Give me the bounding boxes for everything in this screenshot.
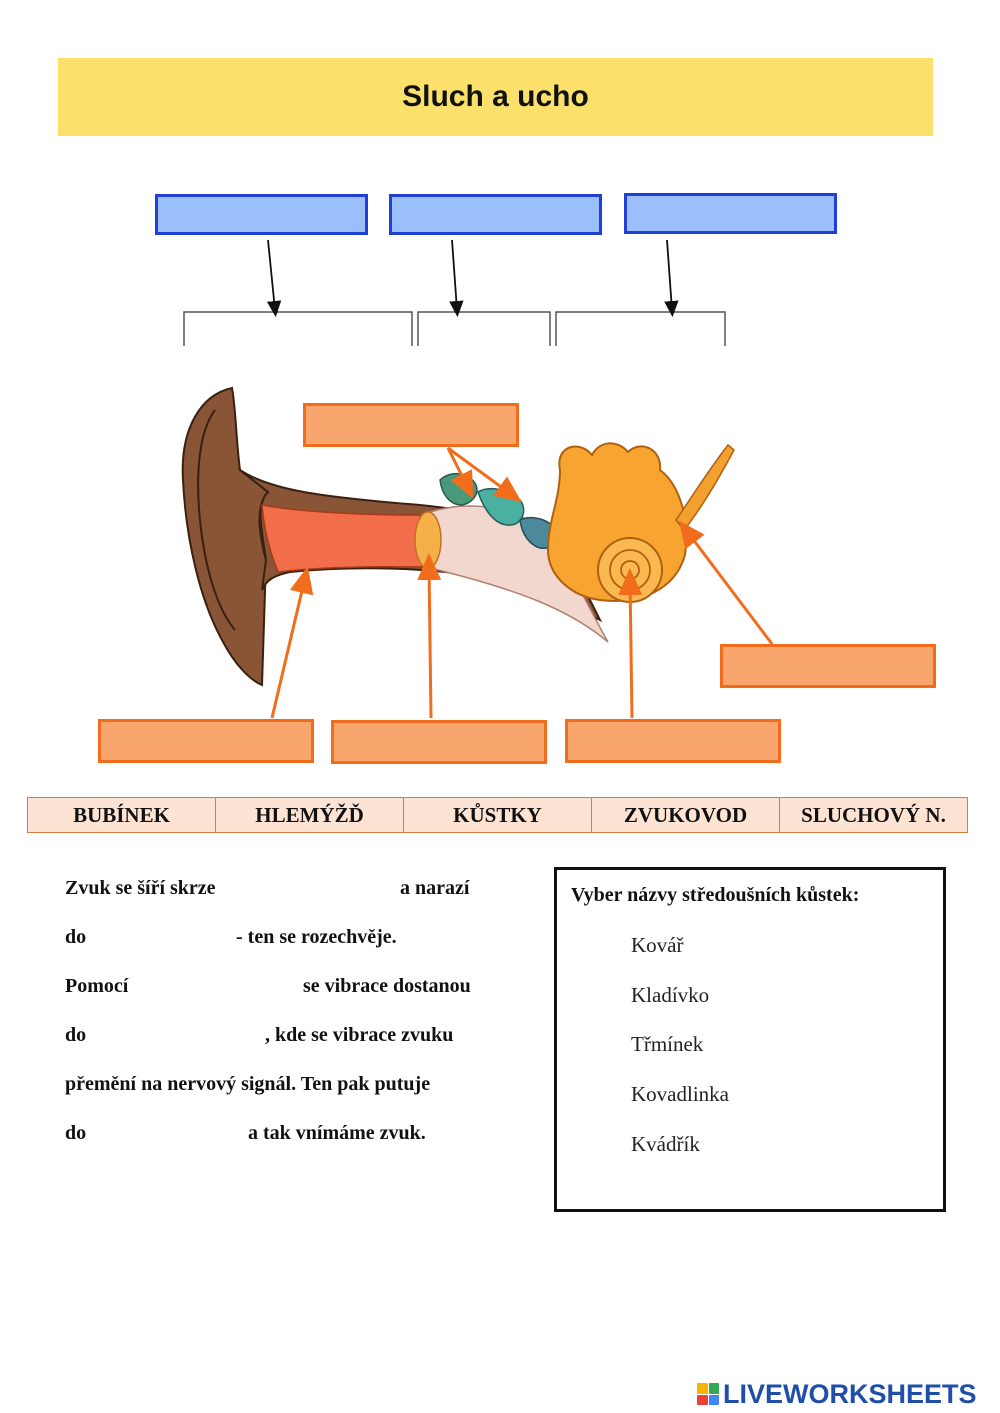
- section-arrows: [268, 240, 672, 310]
- text-fragment: do: [65, 926, 87, 948]
- quiz-title: Vyber názvy středoušních kůstek:: [571, 884, 860, 906]
- text-fragment: a narazí: [400, 877, 470, 899]
- text-fragment: a tak vnímáme zvuk.: [248, 1122, 426, 1144]
- logo-text: LIVEWORKSHEETS: [723, 1378, 977, 1409]
- text-fragment: se vibrace dostanou: [303, 975, 471, 997]
- page-title: Sluch a ucho: [402, 80, 589, 113]
- text-fragment: přemění na nervový signál. Ten pak putuje: [65, 1073, 431, 1095]
- quiz-option[interactable]: Kovář: [631, 933, 684, 957]
- answer-box-outer-ear[interactable]: [155, 194, 368, 235]
- quiz-option[interactable]: Kladívko: [631, 983, 710, 1007]
- word-bank-item: HLEMÝŽĎ: [216, 798, 404, 832]
- quiz-option[interactable]: Kovadlinka: [631, 1082, 729, 1106]
- word-bank-item: ZVUKOVOD: [592, 798, 780, 832]
- text-fragment: Zvuk se šíří skrze: [65, 877, 216, 899]
- quiz-option[interactable]: Kvádřík: [631, 1132, 700, 1156]
- word-bank-item: BUBÍNEK: [28, 798, 216, 832]
- quiz-option[interactable]: Třmínek: [631, 1032, 704, 1056]
- logo-icon: [697, 1383, 719, 1405]
- text-fragment: - ten se rozechvěje.: [236, 926, 397, 948]
- answer-box-middle-ear[interactable]: [389, 194, 602, 235]
- answer-box-ear-canal[interactable]: [98, 719, 314, 763]
- word-bank: [27, 797, 968, 833]
- text-fragment: Pomocí: [65, 975, 129, 997]
- text-fragment: , kde se vibrace zvuku: [265, 1024, 454, 1046]
- answer-box-cochlea[interactable]: [565, 719, 781, 763]
- ossicles-quiz: [554, 867, 946, 1212]
- word-bank-item: KŮSTKY: [404, 798, 592, 832]
- answer-box-auditory-nerve[interactable]: [720, 644, 936, 688]
- text-fragment: do: [65, 1024, 87, 1046]
- text-fragment: do: [65, 1122, 87, 1144]
- liveworksheets-logo: [697, 1378, 977, 1410]
- answer-box-eardrum[interactable]: [331, 720, 547, 764]
- answer-box-ossicles[interactable]: [303, 403, 519, 447]
- word-bank-item: SLUCHOVÝ N.: [801, 802, 946, 827]
- answer-box-inner-ear[interactable]: [624, 193, 837, 234]
- section-brackets: [184, 312, 725, 346]
